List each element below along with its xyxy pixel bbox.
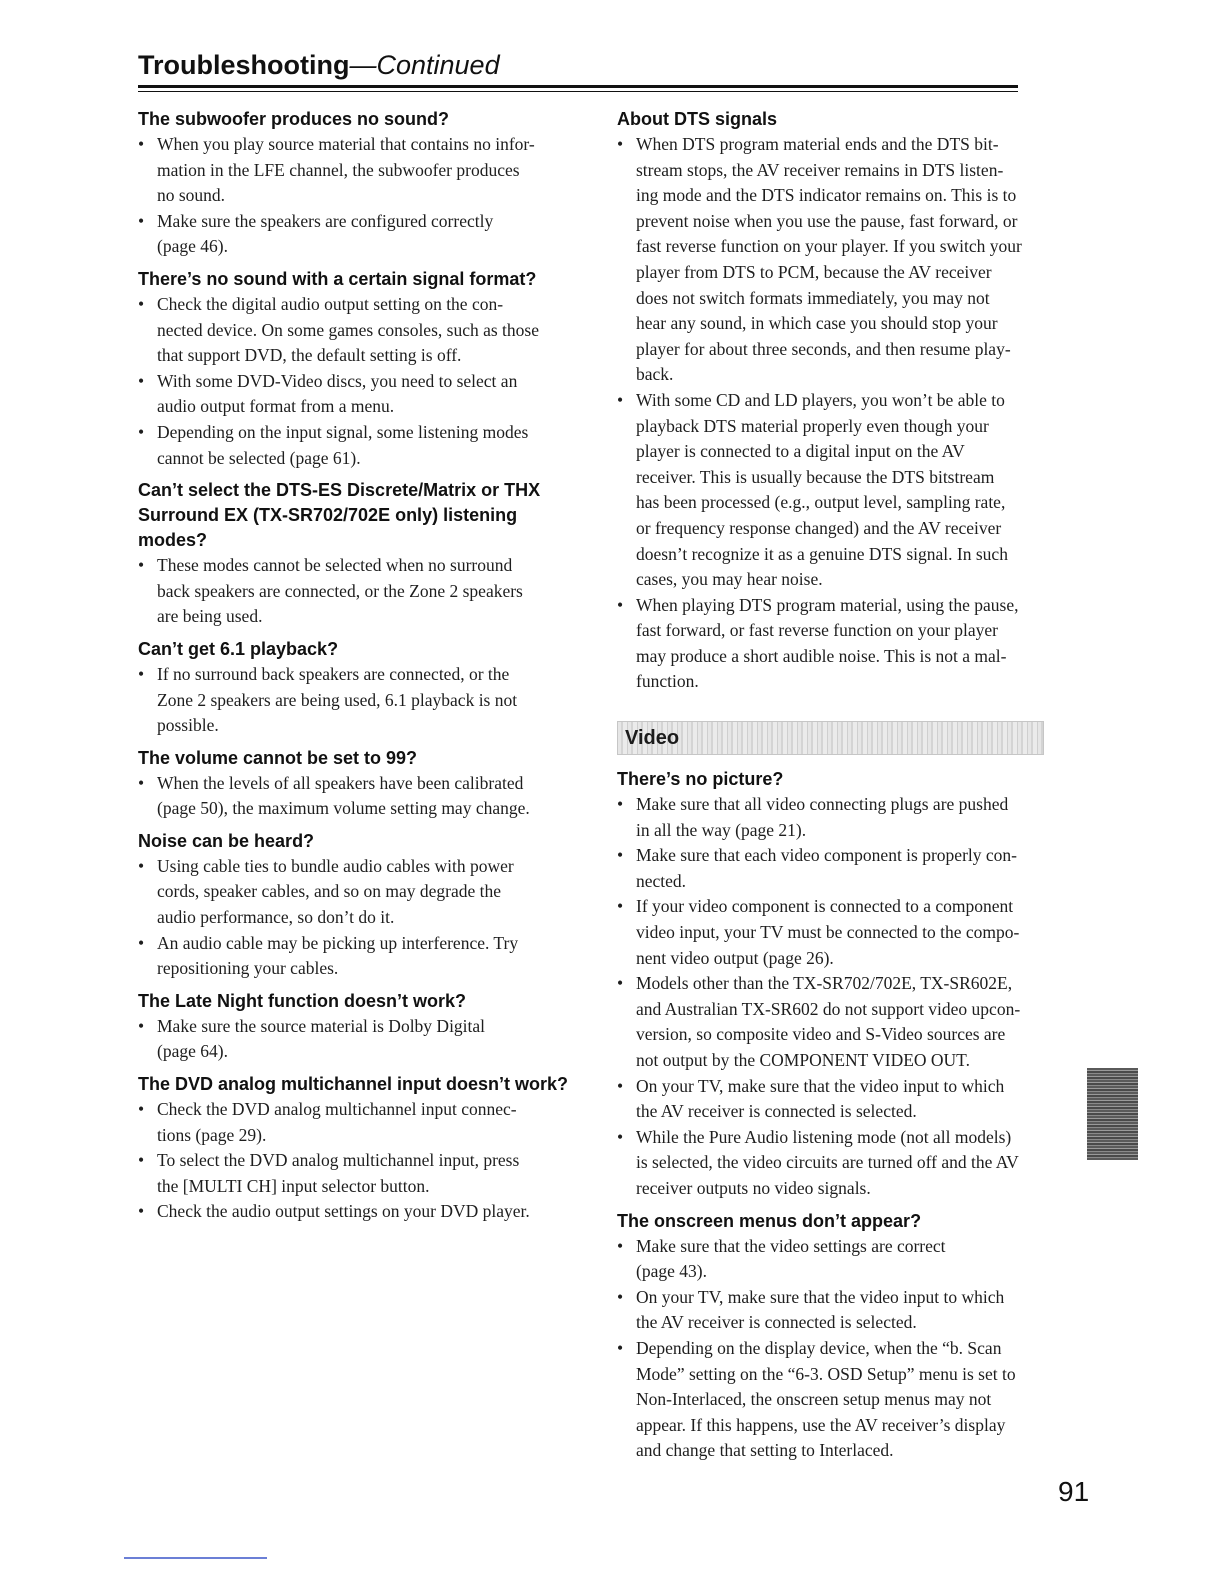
item-line: If no surround back speakers are connected, or the bbox=[157, 663, 510, 684]
bullet-list bbox=[138, 132, 578, 260]
bullet-icon: • bbox=[138, 370, 145, 391]
item-line: Depending on the input signal, some listening modes bbox=[157, 421, 529, 442]
item-line: Make sure the speakers are configured correctly bbox=[157, 210, 494, 231]
list-item bbox=[138, 209, 578, 260]
bullet-icon: • bbox=[138, 1201, 145, 1222]
item-line: is selected, the video circuits are turned off and the AV bbox=[636, 1152, 1019, 1173]
bullet-icon: • bbox=[138, 1150, 145, 1171]
item-line: player is connected to a digital input on the AV bbox=[636, 441, 965, 462]
section-heading: Can’t get 6.1 playback? bbox=[138, 638, 339, 659]
section-heading: Noise can be heard? bbox=[138, 830, 315, 851]
bullet-list bbox=[138, 854, 578, 982]
list-item bbox=[617, 1074, 1057, 1125]
item-line: back. bbox=[636, 364, 674, 385]
item-line: With some CD and LD players, you won’t be able to bbox=[636, 389, 1005, 410]
item-line: does not switch formats immediately, you may not bbox=[636, 287, 990, 308]
item-line: When DTS program material ends and the DTS bit- bbox=[636, 134, 999, 154]
item-line: prevent noise when you use the pause, fast forward, or bbox=[636, 210, 1018, 231]
item-line: An audio cable may be picking up interference. Try bbox=[157, 932, 519, 953]
item-line: playback DTS material properly even though your bbox=[636, 415, 989, 436]
bullet-icon: • bbox=[617, 1235, 624, 1256]
section bbox=[138, 637, 578, 739]
item-line: and change that setting to Interlaced. bbox=[636, 1440, 894, 1461]
item-line: player for about three seconds, and then resume play- bbox=[636, 338, 1011, 359]
item-line: and Australian TX-SR602 do not support video upcon- bbox=[636, 998, 1021, 1019]
bullet-list bbox=[138, 1014, 578, 1065]
section-heading: There’s no sound with a certain signal format? bbox=[138, 268, 537, 289]
section bbox=[138, 267, 578, 471]
section bbox=[138, 829, 578, 982]
bullet-list bbox=[138, 662, 578, 739]
left-column bbox=[138, 107, 578, 1225]
item-line: (page 64). bbox=[157, 1041, 228, 1062]
item-line: Zone 2 speakers are being used, 6.1 playback is not bbox=[157, 689, 518, 710]
bullet-icon: • bbox=[617, 1075, 624, 1096]
item-line: in all the way (page 21). bbox=[636, 819, 807, 840]
section-heading: The subwoofer produces no sound? bbox=[138, 109, 450, 129]
section bbox=[617, 107, 1057, 695]
list-item bbox=[617, 1125, 1057, 1202]
item-line: the [MULTI CH] input selector button. bbox=[157, 1175, 430, 1196]
item-line: Non-Interlaced, the onscreen setup menus may not bbox=[636, 1389, 992, 1410]
bullet-icon: • bbox=[617, 973, 624, 994]
bullet-list bbox=[617, 792, 1057, 1202]
item-line: When you play source material that contains no infor- bbox=[157, 134, 535, 154]
bullet-icon: • bbox=[138, 1015, 145, 1036]
item-line: These modes cannot be selected when no surround bbox=[157, 555, 513, 576]
item-line: Using cable ties to bundle audio cables with power bbox=[157, 855, 514, 876]
list-item bbox=[138, 1148, 578, 1199]
section bbox=[617, 1209, 1057, 1464]
section-heading: The DVD analog multichannel input doesn’t work? bbox=[138, 1074, 569, 1095]
page-number: 91 bbox=[1058, 1476, 1090, 1507]
item-line: may produce a short audible noise. This is not a mal- bbox=[636, 645, 1007, 666]
item-line: Make sure the source material is Dolby Digital bbox=[157, 1015, 486, 1036]
list-item bbox=[138, 292, 578, 369]
bullet-list bbox=[617, 1234, 1057, 1464]
item-line: version, so composite video and S-Video sources are bbox=[636, 1024, 1006, 1045]
list-item bbox=[138, 931, 578, 982]
bullet-list bbox=[138, 771, 578, 822]
list-item bbox=[617, 1285, 1057, 1336]
item-line: When the levels of all speakers have been calibrated bbox=[157, 772, 524, 793]
list-item bbox=[138, 771, 578, 822]
item-line: cannot be selected (page 61). bbox=[157, 447, 361, 468]
bullet-icon: • bbox=[617, 1286, 624, 1307]
bullet-icon: • bbox=[617, 1337, 624, 1358]
item-line: player from DTS to PCM, because the AV receiver bbox=[636, 261, 992, 282]
right-column-bottom bbox=[617, 767, 1057, 1464]
bullet-icon: • bbox=[138, 932, 145, 953]
item-line: Check the digital audio output setting on the con- bbox=[157, 293, 504, 314]
item-line: If your video component is connected to a component bbox=[636, 896, 1014, 917]
list-item bbox=[617, 843, 1057, 894]
section bbox=[138, 1072, 578, 1225]
item-line: mation in the LFE channel, the subwoofer produces bbox=[157, 159, 520, 180]
item-line: nected device. On some games consoles, such as those bbox=[157, 319, 539, 340]
item-line: nent video output (page 26). bbox=[636, 947, 834, 968]
item-line: Depending on the display device, when the “b. Scan bbox=[636, 1337, 1002, 1358]
item-line: Models other than the TX-SR702/702E, TX-SR602E, bbox=[636, 973, 1013, 994]
section-heading: The onscreen menus don’t appear? bbox=[617, 1210, 922, 1231]
item-line: cases, you may hear noise. bbox=[636, 569, 823, 590]
header-continued: —Continued bbox=[349, 50, 500, 80]
item-line: or frequency response changed) and the AV receiver bbox=[636, 517, 1002, 538]
item-line: nected. bbox=[636, 870, 687, 891]
item-line: fast forward, or fast reverse function on your player bbox=[636, 620, 999, 641]
bullet-icon: • bbox=[138, 421, 145, 442]
item-line: cords, speaker cables, and so on may degrade the bbox=[157, 881, 502, 902]
list-item bbox=[617, 388, 1057, 593]
section bbox=[138, 746, 578, 822]
item-line: Check the audio output settings on your DVD player. bbox=[157, 1201, 530, 1222]
bullet-icon: • bbox=[617, 1126, 624, 1147]
item-line: stream stops, the AV receiver remains in DTS listen- bbox=[636, 159, 1004, 180]
bullet-icon: • bbox=[138, 293, 145, 314]
item-line: On your TV, make sure that the video input to which bbox=[636, 1286, 1005, 1307]
item-line: function. bbox=[636, 671, 699, 692]
item-line: With some DVD-Video discs, you need to select an bbox=[157, 370, 518, 391]
item-line: While the Pure Audio listening mode (not all models) bbox=[636, 1126, 1012, 1147]
list-item bbox=[138, 662, 578, 739]
header-title: Troubleshooting bbox=[138, 50, 350, 80]
item-line: video input, your TV must be connected to the compo- bbox=[636, 922, 1020, 943]
header-rule-thin bbox=[138, 91, 1018, 92]
bullet-icon: • bbox=[617, 134, 624, 154]
item-line: receiver. This is usually because the DTS bitstream bbox=[636, 466, 995, 487]
item-line: has been processed (e.g., output level, sampling rate, bbox=[636, 492, 1006, 513]
bullet-icon: • bbox=[617, 389, 624, 410]
item-line: audio performance, so don’t do it. bbox=[157, 907, 395, 928]
item-line: no sound. bbox=[157, 185, 226, 206]
list-item bbox=[138, 1014, 578, 1065]
list-item bbox=[617, 971, 1057, 1073]
list-item bbox=[138, 420, 578, 471]
item-line: the AV receiver is connected is selected. bbox=[636, 1312, 917, 1333]
item-line: On your TV, make sure that the video input to which bbox=[636, 1075, 1005, 1096]
list-item bbox=[138, 369, 578, 420]
item-line: Make sure that the video settings are correct bbox=[636, 1235, 946, 1256]
bullet-icon: • bbox=[138, 1099, 145, 1120]
item-line: When playing DTS program material, using the pause, bbox=[636, 594, 1019, 615]
item-line: To select the DVD analog multichannel input, press bbox=[157, 1150, 520, 1171]
section-heading: There’s no picture? bbox=[617, 769, 784, 790]
bullet-icon: • bbox=[138, 134, 145, 154]
bullet-list bbox=[138, 292, 578, 471]
video-banner-label: Video bbox=[625, 727, 680, 750]
item-line: Mode” setting on the “6-3. OSD Setup” menu is set to bbox=[636, 1363, 1016, 1384]
bullet-icon: • bbox=[138, 772, 145, 793]
section bbox=[138, 478, 578, 630]
footer-line bbox=[124, 1557, 267, 1559]
bullet-icon: • bbox=[138, 210, 145, 231]
section bbox=[617, 767, 1057, 1202]
item-line: tions (page 29). bbox=[157, 1124, 267, 1145]
item-line: appear. If this happens, use the AV receiver’s display bbox=[636, 1414, 1006, 1435]
list-item bbox=[138, 1097, 578, 1148]
item-line: ing mode and the DTS indicator remains on. This is to bbox=[636, 185, 1017, 206]
section bbox=[138, 107, 578, 260]
item-line: fast reverse function on your player. If you switch your bbox=[636, 236, 1022, 257]
bullet-list bbox=[138, 553, 578, 630]
item-line: audio output format from a menu. bbox=[157, 396, 395, 417]
item-line: repositioning your cables. bbox=[157, 958, 339, 979]
item-line: (page 46). bbox=[157, 236, 228, 257]
bullet-icon: • bbox=[617, 896, 624, 917]
item-line: (page 50), the maximum volume setting may change. bbox=[157, 798, 530, 819]
item-line: Make sure that all video connecting plugs are pushed bbox=[636, 794, 1009, 815]
item-line: receiver outputs no video signals. bbox=[636, 1177, 871, 1198]
item-line: Make sure that each video component is properly con- bbox=[636, 845, 1017, 866]
list-item bbox=[617, 792, 1057, 843]
list-item bbox=[617, 132, 1057, 388]
list-item bbox=[138, 854, 578, 931]
bullet-icon: • bbox=[617, 794, 624, 815]
item-line: (page 43). bbox=[636, 1261, 707, 1282]
item-line: the AV receiver is connected is selected. bbox=[636, 1101, 917, 1122]
item-line: that support DVD, the default setting is off. bbox=[157, 345, 462, 366]
list-item bbox=[617, 593, 1057, 695]
right-column bbox=[617, 107, 1057, 1464]
item-line: possible. bbox=[157, 715, 219, 736]
item-line: doesn’t recognize it as a genuine DTS signal. In such bbox=[636, 543, 1008, 564]
section-heading: The Late Night function doesn’t work? bbox=[138, 990, 466, 1011]
item-line: hear any sound, in which case you should stop your bbox=[636, 313, 998, 334]
section-heading: The volume cannot be set to 99? bbox=[138, 747, 418, 768]
bullet-icon: • bbox=[617, 594, 624, 615]
bullet-icon: • bbox=[138, 855, 145, 876]
item-line: not output by the COMPONENT VIDEO OUT. bbox=[636, 1050, 970, 1070]
section bbox=[138, 989, 578, 1065]
list-item bbox=[617, 1336, 1057, 1464]
right-column-top bbox=[617, 107, 1057, 695]
bullet-icon: • bbox=[138, 555, 145, 576]
list-item bbox=[617, 1234, 1057, 1285]
bullet-icon: • bbox=[138, 663, 145, 684]
item-line: back speakers are connected, or the Zone 2 speakers bbox=[157, 580, 523, 601]
section-heading: Can’t select the DTS-ES Discrete/Matrix or THX Surround EX (TX-SR702/702E only) listening modes? bbox=[138, 480, 541, 551]
list-item bbox=[138, 1199, 578, 1225]
video-section-banner bbox=[617, 721, 1044, 755]
bullet-list bbox=[138, 1097, 578, 1225]
list-item bbox=[617, 894, 1057, 971]
item-line: are being used. bbox=[157, 606, 263, 627]
bullet-list bbox=[617, 132, 1057, 695]
bullet-icon: • bbox=[617, 845, 624, 866]
list-item bbox=[138, 553, 578, 630]
list-item bbox=[138, 132, 578, 209]
header-rule-thick bbox=[138, 85, 1018, 88]
section-heading: About DTS signals bbox=[617, 109, 778, 129]
section-side-tab bbox=[1087, 1068, 1138, 1160]
page-header bbox=[138, 48, 500, 82]
item-line: Check the DVD analog multichannel input connec- bbox=[157, 1099, 517, 1120]
